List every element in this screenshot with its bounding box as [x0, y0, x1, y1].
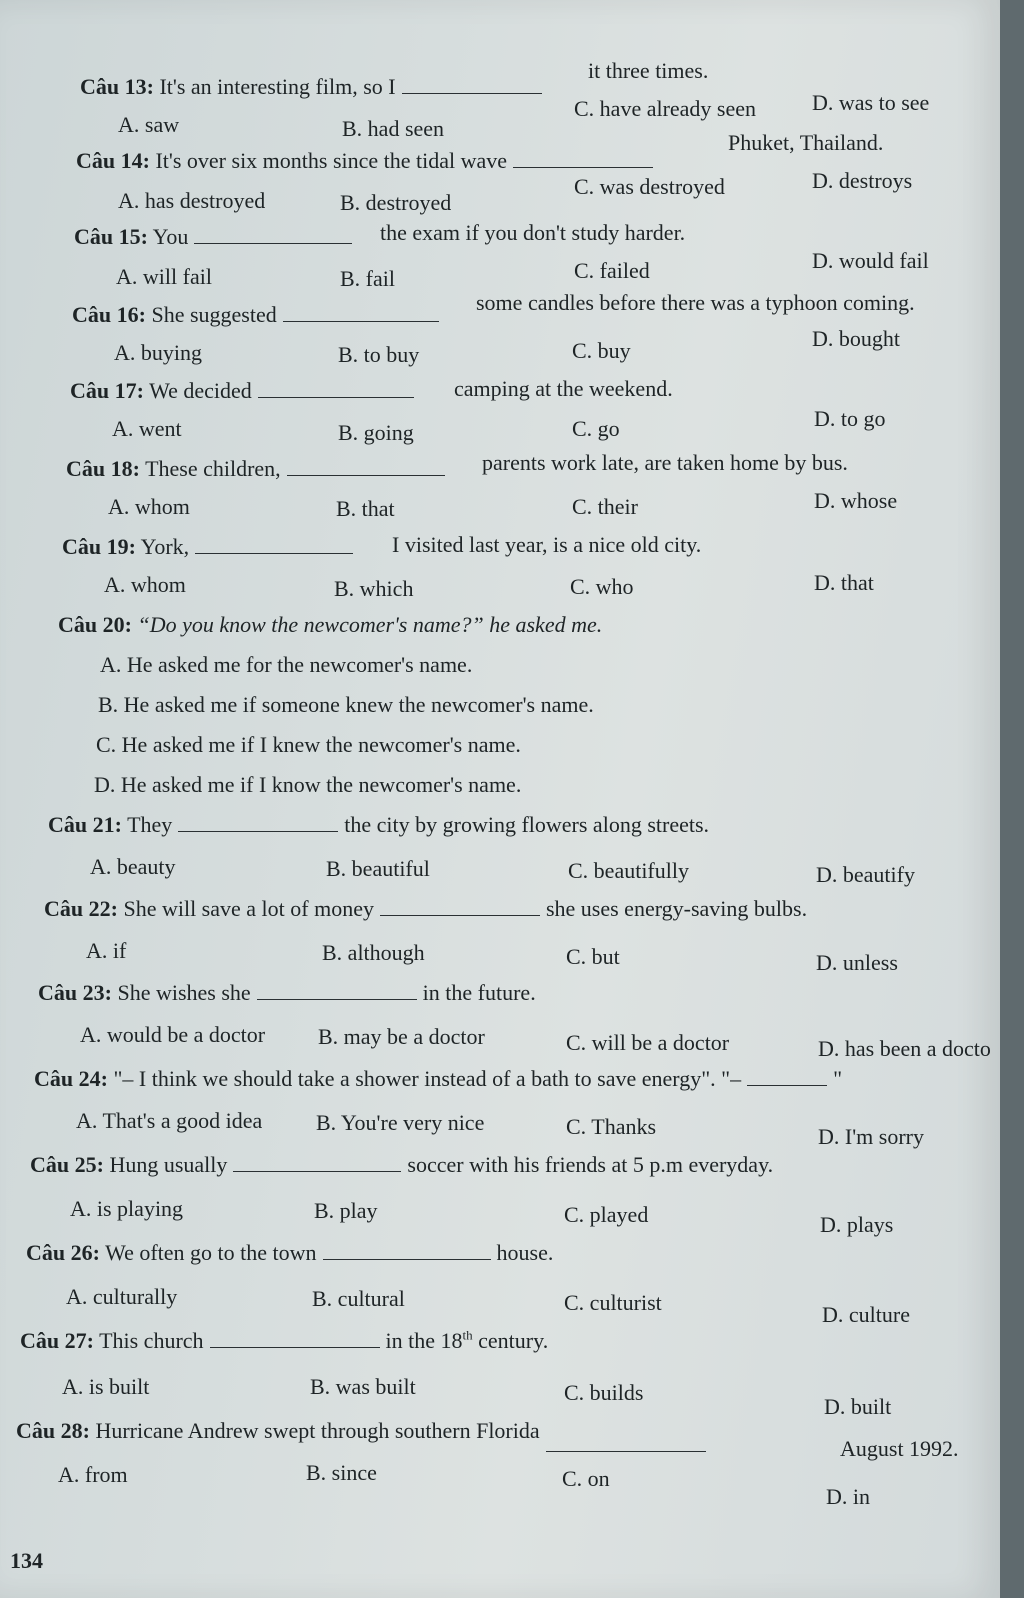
- answer-blank: [233, 1170, 401, 1172]
- question-label: Câu 27:: [20, 1328, 94, 1353]
- option-c: C. builds: [564, 1380, 644, 1405]
- answer-blank: [546, 1450, 706, 1452]
- option-c: C. beautifully: [568, 858, 689, 883]
- option-a: A. has destroyed: [118, 188, 266, 213]
- option-a: A. beauty: [90, 854, 176, 879]
- question-text: in the future.: [422, 980, 536, 1005]
- option-a: A. buying: [114, 340, 202, 365]
- question-label: Câu 19:: [62, 534, 136, 559]
- question-19: [62, 534, 359, 560]
- option-c: C. He asked me if I knew the newcomer's name.: [96, 732, 521, 757]
- option-a: A. is built: [62, 1374, 150, 1399]
- question-label: Câu 20:: [58, 612, 132, 637]
- question-label: Câu 22:: [44, 896, 118, 921]
- question-text: Hung usually: [109, 1152, 228, 1177]
- option-a: A. That's a good idea: [76, 1108, 263, 1133]
- option-c: C. who: [570, 574, 634, 599]
- option-b: B. since: [306, 1460, 377, 1485]
- answer-blank: [210, 1346, 380, 1348]
- page-number: 134: [10, 1548, 43, 1573]
- option-a: A. will fail: [116, 264, 212, 289]
- question-label: Câu 14:: [76, 148, 150, 173]
- question-text: You: [152, 224, 189, 249]
- option-b: B. to buy: [338, 342, 420, 367]
- question-label: Câu 21:: [48, 812, 122, 837]
- question-20: [58, 612, 602, 638]
- option-c: C. was destroyed: [574, 174, 725, 199]
- question-label: Câu 16:: [72, 302, 146, 327]
- option-d: D. unless: [816, 950, 898, 975]
- question-text: “Do you know the newcomer's name?” he asked me.: [137, 612, 603, 637]
- option-b: B. He asked me if someone knew the newcomer's name.: [98, 692, 594, 717]
- answer-blank: [513, 166, 653, 168]
- question-25: [30, 1152, 773, 1178]
- option-d: D. to go: [814, 406, 886, 431]
- question-text: This church: [99, 1328, 204, 1353]
- question-13-cont: [588, 58, 708, 84]
- question-27: [20, 1328, 548, 1354]
- answer-blank: [380, 914, 540, 916]
- answer-blank: [747, 1084, 827, 1086]
- question-text: parents work late, are taken home by bus.: [482, 450, 848, 475]
- question-text: the exam if you don't study harder.: [380, 220, 686, 245]
- option-d: D. was to see: [812, 90, 930, 115]
- option-a: A. culturally: [66, 1284, 178, 1309]
- question-text: I visited last year, is a nice old city.: [392, 532, 702, 557]
- question-label: Câu 24:: [34, 1066, 108, 1091]
- question-label: Câu 18:: [66, 456, 140, 481]
- option-a: A. saw: [118, 112, 180, 137]
- answer-blank: [283, 320, 439, 322]
- option-d: D. in: [826, 1484, 870, 1509]
- question-17-cont: [454, 376, 673, 402]
- option-b: B. which: [334, 576, 414, 601]
- option-b: B. beautiful: [326, 856, 430, 881]
- question-label: Câu 17:: [70, 378, 144, 403]
- option-d: D. that: [814, 570, 874, 595]
- question-text: the city by growing flowers along streets.: [344, 812, 710, 837]
- question-26: [26, 1240, 553, 1266]
- question-text: house.: [496, 1240, 554, 1265]
- option-d: D. has been a docto: [818, 1036, 991, 1061]
- question-text: ": [833, 1066, 843, 1091]
- question-text: camping at the weekend.: [454, 376, 673, 401]
- question-15: [74, 224, 358, 250]
- question-label: Câu 26:: [26, 1240, 100, 1265]
- question-text: she uses energy-saving bulbs.: [545, 896, 808, 921]
- option-b: B. You're very nice: [316, 1110, 485, 1135]
- question-text: "– I think we should take a shower instead of a bath to save energy". "–: [113, 1066, 742, 1091]
- question-28-cont: [840, 1436, 959, 1462]
- superscript: th: [462, 1327, 473, 1343]
- question-23: [38, 980, 536, 1006]
- question-14-cont: [728, 130, 883, 156]
- question-label: Câu 15:: [74, 224, 148, 249]
- option-c: C. buy: [572, 338, 631, 363]
- answer-blank: [257, 998, 417, 1000]
- question-21: [48, 812, 709, 838]
- option-a: A. went: [112, 416, 182, 441]
- question-19-cont: [392, 532, 701, 558]
- option-c: C. will be a doctor: [566, 1030, 730, 1055]
- option-d: D. built: [824, 1394, 892, 1419]
- option-a: A. from: [58, 1462, 128, 1487]
- option-b: B. play: [314, 1198, 378, 1223]
- option-c: C. failed: [574, 258, 650, 283]
- option-d: D. whose: [814, 488, 898, 513]
- option-a: A. He asked me for the newcomer's name.: [100, 652, 473, 677]
- option-c: C. go: [572, 416, 620, 441]
- option-d: D. beautify: [816, 862, 915, 887]
- answer-blank: [287, 474, 445, 476]
- question-18: [66, 456, 451, 482]
- option-d: D. He asked me if I know the newcomer's name.: [94, 772, 522, 797]
- option-c: C. but: [566, 944, 620, 969]
- option-b: B. cultural: [312, 1286, 405, 1311]
- question-22: [44, 896, 807, 922]
- option-b: B. although: [322, 940, 425, 965]
- question-text: They: [127, 812, 173, 837]
- question-text: century.: [472, 1328, 549, 1353]
- question-label: Câu 23:: [38, 980, 112, 1005]
- question-13: [80, 74, 548, 100]
- answer-blank: [194, 242, 352, 244]
- option-c: C. on: [562, 1466, 610, 1491]
- option-a: A. whom: [108, 494, 190, 519]
- question-text: August 1992.: [840, 1436, 959, 1461]
- option-d: D. I'm sorry: [818, 1124, 925, 1149]
- question-text: It's over six months since the tidal wave: [155, 148, 508, 173]
- question-label: Câu 25:: [30, 1152, 104, 1177]
- question-17: [70, 378, 420, 404]
- question-text: soccer with his friends at 5 p.m everyday.: [407, 1152, 774, 1177]
- answer-blank: [195, 552, 353, 554]
- option-a: A. whom: [104, 572, 186, 597]
- answer-blank: [402, 92, 542, 94]
- option-d: D. culture: [822, 1302, 910, 1327]
- question-text: some candles before there was a typhoon coming.: [476, 290, 915, 315]
- question-label: Câu 13:: [80, 74, 154, 99]
- option-a: A. is playing: [70, 1196, 184, 1221]
- option-c: C. culturist: [564, 1290, 662, 1315]
- question-text: York,: [140, 534, 190, 559]
- option-b: B. had seen: [342, 116, 445, 141]
- option-c: C. Thanks: [566, 1114, 657, 1139]
- question-24: [34, 1066, 842, 1092]
- question-text: in the 18: [385, 1328, 463, 1353]
- question-text: It's an interesting film, so I: [159, 74, 396, 99]
- question-text: She will save a lot of money: [123, 896, 374, 921]
- question-18-cont: [482, 450, 848, 476]
- question-text: it three times.: [588, 58, 709, 83]
- option-c: C. have already seen: [574, 96, 757, 121]
- question-text: She suggested: [151, 302, 277, 327]
- option-b: B. going: [338, 420, 414, 445]
- option-d: D. destroys: [812, 168, 913, 193]
- option-c: C. their: [572, 494, 638, 519]
- option-d: D. would fail: [812, 248, 929, 273]
- option-b: B. fail: [340, 266, 395, 291]
- question-text: She wishes she: [117, 980, 251, 1005]
- option-b: B. may be a doctor: [318, 1024, 485, 1049]
- question-16: [72, 302, 445, 328]
- option-d: D. bought: [812, 326, 900, 351]
- option-b: B. was built: [310, 1374, 416, 1399]
- answer-blank: [323, 1258, 491, 1260]
- question-16-cont: [476, 290, 915, 316]
- option-d: D. plays: [820, 1212, 894, 1237]
- question-15-cont: [380, 220, 685, 246]
- option-a: A. if: [86, 938, 127, 963]
- option-a: A. would be a doctor: [80, 1022, 266, 1047]
- question-text: Hurricane Andrew swept through southern Florida: [95, 1418, 540, 1443]
- option-c: C. played: [564, 1202, 649, 1227]
- answer-blank: [258, 396, 414, 398]
- option-b: B. that: [336, 496, 395, 521]
- question-text: Phuket, Thailand.: [728, 130, 884, 155]
- question-label: Câu 28:: [16, 1418, 90, 1443]
- answer-blank: [178, 830, 338, 832]
- option-b: B. destroyed: [340, 190, 452, 215]
- question-text: We often go to the town: [105, 1240, 317, 1265]
- question-14: [76, 148, 659, 174]
- question-28: [16, 1418, 712, 1444]
- question-text: We decided: [149, 378, 252, 403]
- question-text: These children,: [145, 456, 281, 481]
